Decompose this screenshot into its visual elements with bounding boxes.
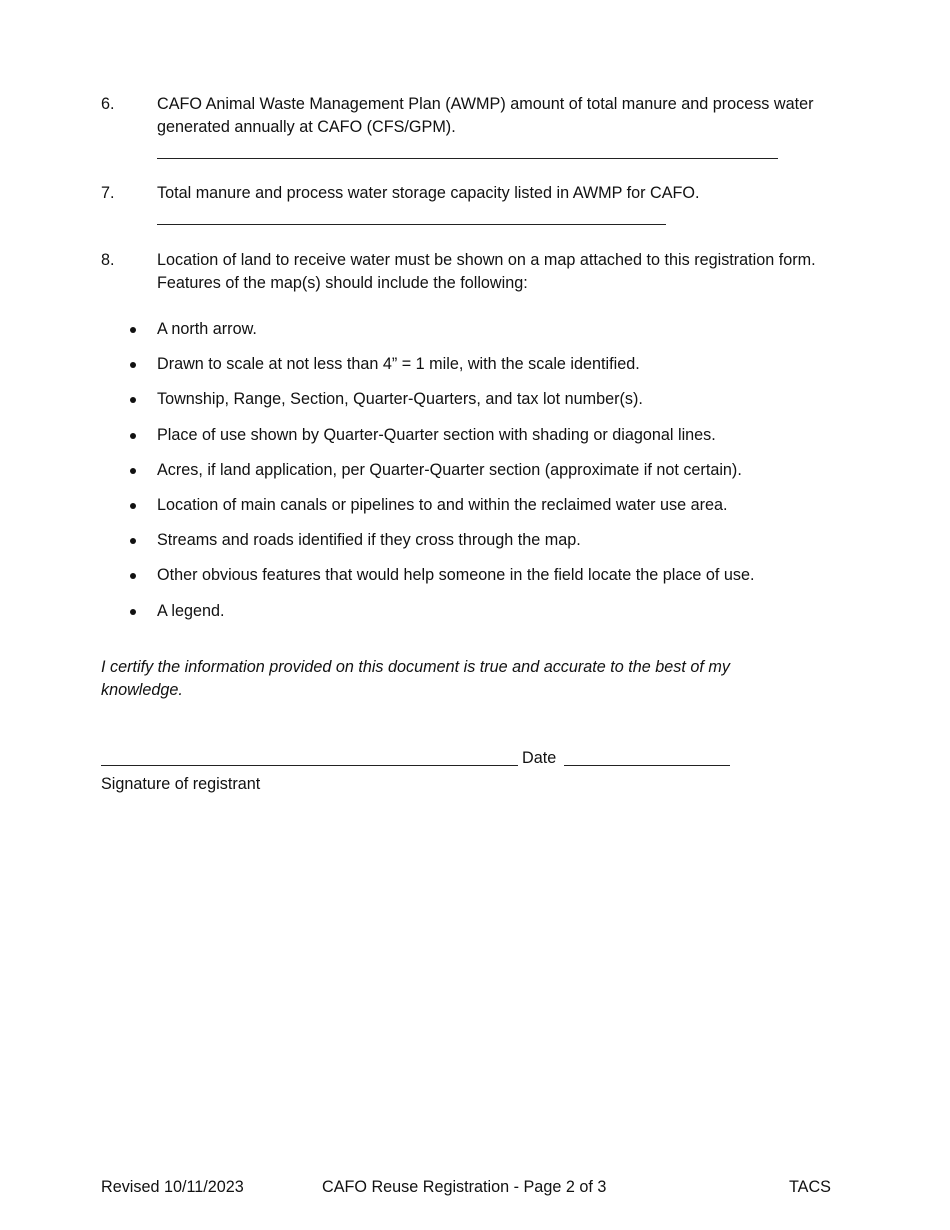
question-8 <box>101 249 861 297</box>
bullet-icon <box>130 397 136 403</box>
bullet-icon <box>130 433 136 439</box>
certification-statement: I certify the information provided on this document is true and accurate to the best of my knowledge. <box>101 658 730 699</box>
bullet-icon <box>130 468 136 474</box>
list-item: A legend. <box>101 600 861 635</box>
date-label: Date <box>522 749 557 767</box>
question-6-number: 6. <box>101 95 115 113</box>
bullet-icon <box>130 503 136 509</box>
question-6 <box>101 93 861 163</box>
list-item: Streams and roads identified if they cross through the map. <box>101 529 861 564</box>
question-6-text: CAFO Animal Waste Management Plan (AWMP) amount of total manure and process water generated annually at CAFO (CFS/GPM). <box>157 95 814 136</box>
list-item: Township, Range, Section, Quarter-Quarters, and tax lot number(s). <box>101 388 861 423</box>
date-line[interactable] <box>564 765 730 766</box>
list-item: Location of main canals or pipelines to and within the reclaimed water use area. <box>101 494 861 529</box>
footer-agency: TACS <box>789 1178 831 1196</box>
list-item: Drawn to scale at not less than 4” = 1 mile, with the scale identified. <box>101 353 861 388</box>
question-7 <box>101 182 861 228</box>
list-item: A north arrow. <box>101 318 861 353</box>
signature-row <box>101 747 741 771</box>
list-item: Place of use shown by Quarter-Quarter section with shading or diagonal lines. <box>101 424 861 459</box>
bullet-icon <box>130 327 136 333</box>
list-item: Other obvious features that would help someone in the field locate the place of use. <box>101 564 861 599</box>
footer-page-title: CAFO Reuse Registration - Page 2 of 3 <box>322 1178 607 1196</box>
question-7-answer-line[interactable] <box>157 224 666 225</box>
question-7-number: 7. <box>101 184 115 202</box>
bullet-icon <box>130 609 136 615</box>
page-footer <box>0 1176 950 1200</box>
signature-label: Signature of registrant <box>101 775 261 793</box>
footer-revised: Revised 10/11/2023 <box>101 1178 244 1196</box>
question-8-text: Location of land to receive water must be shown on a map attached to this registration form. Features of the map(s) should include the following: <box>157 251 816 292</box>
bullet-icon <box>130 573 136 579</box>
signature-line[interactable] <box>101 765 518 766</box>
map-features-list <box>101 318 861 635</box>
question-6-answer-line[interactable] <box>157 158 778 159</box>
question-7-text: Total manure and process water storage capacity listed in AWMP for CAFO. <box>157 184 700 202</box>
list-item: Acres, if land application, per Quarter-Quarter section (approximate if not certain). <box>101 459 861 494</box>
bullet-icon <box>130 538 136 544</box>
question-8-number: 8. <box>101 251 115 269</box>
bullet-icon <box>130 362 136 368</box>
